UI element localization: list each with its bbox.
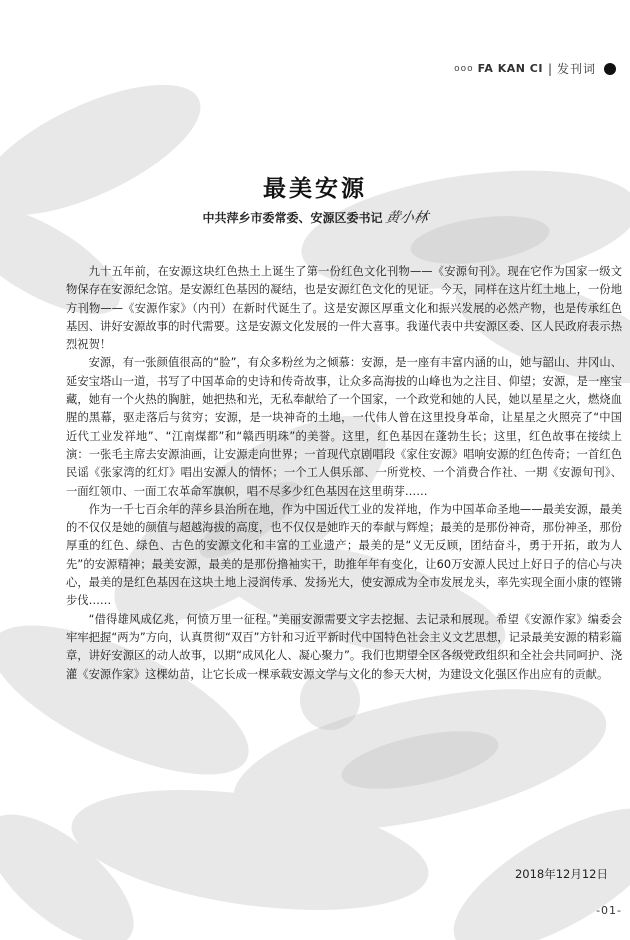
author-signature: 黄小林	[383, 210, 429, 226]
paragraph-4: “借得雄风成亿兆，何愤万里一征程。”美丽安源需要文字去挖掘、去记录和展现。希望《安源作家》编委会牢牢把握“两为”方向，认真贯彻“双百”方针和习近平新时代中国特色社会主义文艺思想，记录最美安源的精彩篇章，讲好安源区的动人故事，以期“成风化人、凝心聚力”。我们也期望全区各级党政组织和全社会共同呵护、浇灌《安源作家》这棵幼苗，让它长成一棵承载安源文学与文化的参天大树，为建设文化强区作出应有的贡献。	[66, 612, 622, 681]
section-header	[454, 60, 616, 77]
paragraph-1: 九十五年前，在安源这块红色热土上诞生了第一份红色文化刊物——《安源旬刊》。现在它作为国家一级文物保存在安源纪念馆。是安源红色基因的凝结，也是安源红色文化的见证。今天，同样在这片红土地上，一份地方刊物——《安源作家》（内刊）在新时代诞生了。这是安源区厚重文化和振兴发展的必然产物，也是传承红色基因、讲好安源故事的时代需要。这是安源文化发展的一件大喜事。我谨代表中共安源区委、区人民政府表示热烈祝贺！	[66, 265, 622, 352]
author-byline	[0, 207, 630, 227]
article-title: 最美安源	[263, 176, 367, 202]
header-ball-icon	[604, 63, 616, 75]
header-pinyin: FA KAN CI	[477, 62, 543, 75]
header-dots: ooo	[454, 63, 474, 74]
header-label: 发刊词	[556, 62, 596, 76]
header-separator: |	[547, 61, 552, 76]
page-number: -01-	[596, 904, 622, 917]
article-date: 2018年12月12日	[514, 867, 608, 881]
author-position: 中共萍乡市委常委、安源区委书记	[202, 211, 383, 225]
article-body	[66, 263, 622, 684]
paragraph-3: 作为一千七百余年的萍乡县治所在地，作为中国近代工业的发祥地，作为中国革命圣地——最美安源，最美的不仅仅是她的颜值与超越海拔的高度，也不仅仅是她昨天的奉献与辉煌；最美的是那份神奇，那份神圣，那份厚重的红色、绿色、古色的安源文化和丰富的工业遗产；最美的是“义无反顾，团结奋斗，勇于开拓，敢为人先”的安源精神；最美安源，最美的是那份撸袖实干，助推年年有变化，让60万安源人民过上好日子的信心与决心，最美的是红色基因在这块土地上浸润传承、发扬光大，使安源成为全市发展龙头，率先实现全面小康的铿锵步伐……	[66, 502, 622, 608]
paragraph-2: 安源，有一张颜值很高的“脸”，有众多粉丝为之倾慕：安源，是一座有丰富内涵的山，她与韶山、井冈山、延安宝塔山一道，书写了中国革命的史诗和传奇故事，让众多高海拔的山峰也为之注目、仰望；安源，是一座宝藏，她有一个火热的胸脏，她把热和光，无私奉献给了一个国家，一个政党和她的人民，她以星星之火，燃烧血腥的黑幕，驱走落后与贫穷；安源，是一块神奇的土地，一代伟人曾在这里投身革命，让星星之火照亮了“中国近代工业发祥地”、“江南煤都”和“赣西明珠”的美誉。这里，红色基因在蓬勃生长；这里，红色故事在接续上演：一张毛主席去安源油画，让安源走向世界；一首现代京剧唱段《家住安源》唱响安源的红色传奇；一首红色民谣《张家湾的红灯》唱出安源人的情怀；一个工人俱乐部、一所党校、一个消费合作社、一期《安源旬刊》、一面红领巾、一面工农革命军旗帜，唱不尽多少红色基因在这里萌芽……	[66, 356, 622, 498]
